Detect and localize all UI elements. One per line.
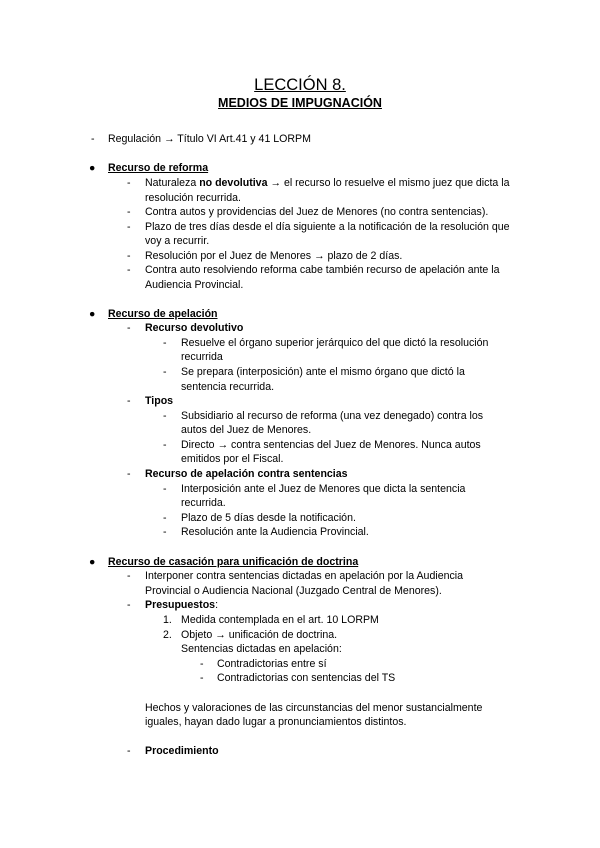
dash-marker: - <box>127 177 131 189</box>
dash-marker: - <box>127 570 131 582</box>
subheading-devolutivo: Recurso devolutivo <box>145 322 244 334</box>
sentencias-item-2: Plazo de 5 días desde la notificación. <box>181 512 356 524</box>
reforma-item-5: Contra auto resolviendo reforma cabe también recurso de apelación ante la <box>145 264 500 276</box>
reforma-item-1: Naturaleza no devolutiva → el recurso lo resuelve el mismo juez que dicta la <box>145 177 510 189</box>
reforma-item-3-cont: voy a recurrir. <box>145 235 210 247</box>
list-number: 2. <box>163 629 172 641</box>
devolutivo-item-2: Se prepara (interposición) ante el mismo órgano que dictó la <box>181 366 465 378</box>
sentencias-apelacion-label: Sentencias dictadas en apelación: <box>181 643 342 655</box>
section-heading-casacion: Recurso de casación para unificación de doctrina <box>108 556 359 568</box>
dash-marker: - <box>163 526 167 538</box>
dash-marker: - <box>163 337 167 349</box>
contradictorias-item-2: Contradictorias con sentencias del TS <box>217 672 396 684</box>
subheading-presupuestos: Presupuestos: <box>145 599 219 611</box>
tipos-item-2: Directo → contra sentencias del Juez de Menores. Nunca autos <box>181 439 481 451</box>
regulacion-line: Regulación → Título VI Art.41 y 41 LORPM <box>108 133 311 145</box>
hechos-paragraph: Hechos y valoraciones de las circunstancias del menor sustancialmente <box>145 702 483 714</box>
contradictorias-item-1: Contradictorias entre sí <box>217 658 327 670</box>
dash-marker: - <box>127 599 131 611</box>
dash-marker: - <box>163 366 167 378</box>
sentencias-item-1-cont: recurrida. <box>181 497 226 509</box>
dash-marker: - <box>91 133 95 145</box>
dash-marker: - <box>163 439 167 451</box>
dash-marker: - <box>127 264 131 276</box>
dash-marker: - <box>200 672 204 684</box>
devolutivo-item-2-cont: sentencia recurrida. <box>181 381 275 393</box>
reforma-item-3: Plazo de tres días desde el día siguiente a la notificación de la resolución que <box>145 221 510 233</box>
subheading-apelacion-sentencias: Recurso de apelación contra sentencias <box>145 468 348 480</box>
devolutivo-item-1-cont: recurrida <box>181 351 223 363</box>
bullet-marker: ● <box>89 162 96 174</box>
reforma-item-1-cont: resolución recurrida. <box>145 192 241 204</box>
dash-marker: - <box>163 483 167 495</box>
casacion-item-1: Interponer contra sentencias dictadas en apelación por la Audiencia <box>145 570 464 582</box>
dash-marker: - <box>200 658 204 670</box>
page-title: LECCIÓN 8. <box>254 76 346 94</box>
reforma-item-5-cont: Audiencia Provincial. <box>145 279 244 291</box>
bullet-marker: ● <box>89 308 96 320</box>
dash-marker: - <box>127 395 131 407</box>
subheading-procedimiento: Procedimiento <box>145 745 219 757</box>
dash-marker: - <box>163 512 167 524</box>
dash-marker: - <box>127 250 131 262</box>
section-heading-apelacion: Recurso de apelación <box>108 308 218 320</box>
hechos-paragraph-cont: iguales, hayan dado lugar a pronunciamientos distintos. <box>145 716 407 728</box>
dash-marker: - <box>127 322 131 334</box>
presupuesto-item-1: Medida contemplada en el art. 10 LORPM <box>181 614 379 626</box>
list-number: 1. <box>163 614 172 626</box>
page-subtitle: MEDIOS DE IMPUGNACIÓN <box>218 96 382 110</box>
devolutivo-item-1: Resuelve el órgano superior jerárquico del que dictó la resolución <box>181 337 489 349</box>
dash-marker: - <box>163 410 167 422</box>
sentencias-item-1: Interposición ante el Juez de Menores que dicta la sentencia <box>181 483 466 495</box>
dash-marker: - <box>127 745 131 757</box>
presupuesto-item-2: Objeto → unificación de doctrina. <box>181 629 338 641</box>
dash-marker: - <box>127 206 131 218</box>
dash-marker: - <box>127 221 131 233</box>
section-heading-reforma: Recurso de reforma <box>108 162 209 174</box>
reforma-item-4: Resolución por el Juez de Menores → plazo de 2 días. <box>145 250 403 262</box>
dash-marker: - <box>127 468 131 480</box>
subheading-tipos: Tipos <box>145 395 174 407</box>
tipos-item-2-cont: emitidos por el Fiscal. <box>181 453 284 465</box>
casacion-item-1-cont: Provincial o Audiencia Nacional (Juzgado Central de Menores). <box>145 585 442 597</box>
bullet-marker: ● <box>89 556 96 568</box>
sentencias-item-3: Resolución ante la Audiencia Provincial. <box>181 526 369 538</box>
tipos-item-1-cont: autos del Juez de Menores. <box>181 424 312 436</box>
reforma-item-2: Contra autos y providencias del Juez de Menores (no contra sentencias). <box>145 206 489 218</box>
tipos-item-1: Subsidiario al recurso de reforma (una vez denegado) contra los <box>181 410 484 422</box>
